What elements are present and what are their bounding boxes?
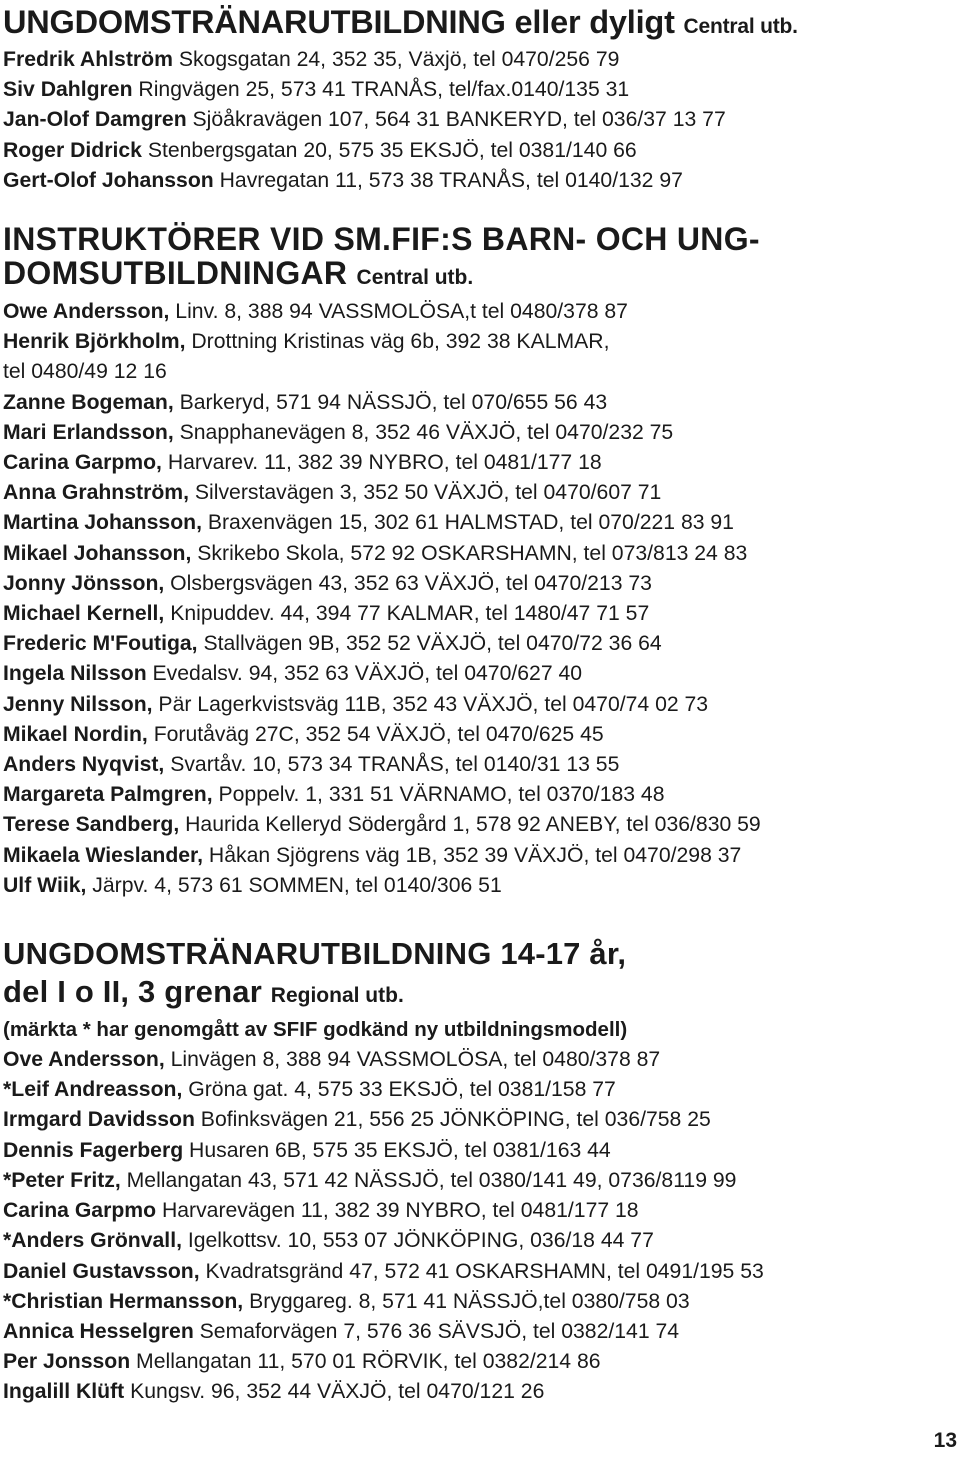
contact-details: Linv. 8, 388 94 VASSMOLÖSA,t tel 0480/378 87: [169, 300, 628, 324]
contact-details: Stenbergsgatan 20, 575 35 EKSJÖ, tel 0381/140 66: [141, 138, 637, 162]
contact-name: Gert-Olof Johansson: [3, 168, 214, 192]
list-item: [3, 388, 953, 418]
list-item: [3, 1045, 953, 1075]
contact-name: Henrik Björkholm,: [3, 330, 186, 354]
list-item: [3, 720, 953, 750]
list-item: [3, 841, 953, 871]
section-title-text: UNGDOMSTRÄNARUTBILDNING eller dyligt: [3, 4, 675, 40]
contact-name: Michael Kernell,: [3, 602, 165, 626]
contact-name: Jenny Nilsson,: [3, 692, 153, 716]
list-item: [3, 1377, 953, 1407]
list-item: [3, 599, 953, 629]
contact-name: Anders Nyqvist,: [3, 753, 165, 777]
list-item: [3, 871, 953, 901]
list-item: [3, 105, 953, 135]
section-subtitle: Central utb.: [683, 15, 798, 38]
page-number: 13: [933, 1429, 957, 1452]
contact-details: Svartåv. 10, 573 34 TRANÅS, tel 0140/31 13 55: [164, 753, 620, 777]
list-item: [3, 1347, 953, 1377]
list-item: [3, 1105, 953, 1135]
contact-name: *Leif Andreasson,: [3, 1078, 183, 1102]
contact-details: Forutåväg 27C, 352 54 VÄXJÖ, tel 0470/625 45: [147, 722, 604, 746]
section-title-line2: [3, 973, 953, 1015]
contact-name: Ingalill Klüft: [3, 1380, 125, 1404]
contact-name: Dennis Fagerberg: [3, 1138, 184, 1162]
list-item: [3, 629, 953, 659]
list-item: [3, 1136, 953, 1166]
section-instruktorer: [3, 222, 953, 901]
contact-name: *Peter Fritz,: [3, 1168, 121, 1192]
contact-details: Braxenvägen 15, 302 61 HALMSTAD, tel 070/221 83 91: [201, 511, 734, 535]
contact-details: Gröna gat. 4, 575 33 EKSJÖ, tel 0381/158 77: [182, 1078, 616, 1102]
list-item: [3, 478, 953, 508]
contact-name: Terese Sandberg,: [3, 813, 180, 837]
contact-list: [3, 297, 953, 901]
contact-details: Husaren 6B, 575 35 EKSJÖ, tel 0381/163 44: [183, 1138, 611, 1162]
contact-details: Kungsv. 96, 352 44 VÄXJÖ, tel 0470/121 26: [124, 1380, 545, 1404]
contact-details: Harvarevägen 11, 382 39 NYBRO, tel 0481/177 18: [156, 1199, 639, 1223]
contact-details: Ringvägen 25, 573 41 TRANÅS, tel/fax.0140/135 31: [132, 78, 630, 102]
contact-name: Mikael Nordin,: [3, 722, 148, 746]
contact-name: Anna Grahnström,: [3, 481, 190, 505]
list-item: [3, 357, 953, 387]
list-item: [3, 1226, 953, 1256]
contact-name: Martina Johansson,: [3, 511, 202, 535]
section-title-text: DOMSUTBILDNINGAR: [3, 255, 348, 292]
list-item: [3, 1317, 953, 1347]
contact-name: Annica Hesselgren: [3, 1319, 194, 1343]
contact-name: Roger Didrick: [3, 138, 142, 162]
contact-details: Mellangatan 11, 570 01 RÖRVIK, tel 0382/214 86: [130, 1350, 601, 1374]
contact-name: Ingela Nilsson: [3, 662, 147, 686]
contact-name: Zanne Bogeman,: [3, 390, 174, 414]
list-item: [3, 418, 953, 448]
contact-details: Bryggareg. 8, 571 41 NÄSSJÖ,tel 0380/758 03: [243, 1289, 690, 1313]
list-item: [3, 659, 953, 689]
contact-details: Harvarev. 11, 382 39 NYBRO, tel 0481/177 18: [161, 451, 602, 475]
contact-details: Silverstavägen 3, 352 50 VÄXJÖ, tel 0470/607 71: [189, 481, 662, 505]
contact-list: [3, 45, 953, 196]
contact-details: Håkan Sjögrens väg 1B, 352 39 VÄXJÖ, tel 0470/298 37: [203, 843, 742, 867]
contact-name: Daniel Gustavsson,: [3, 1259, 200, 1283]
section-title: [3, 4, 953, 45]
list-item: [3, 810, 953, 840]
contact-details: Linvägen 8, 388 94 VASSMOLÖSA, tel 0480/378 87: [164, 1048, 661, 1072]
contact-name: Jonny Jönsson,: [3, 571, 165, 595]
contact-name: Margareta Palmgren,: [3, 783, 213, 807]
list-item: [3, 780, 953, 810]
contact-details: Semaforvägen 7, 576 36 SÄVSJÖ, tel 0382/141 74: [193, 1319, 680, 1343]
contact-details: Mellangatan 43, 571 42 NÄSSJÖ, tel 0380/141 49, 0736/8119 99: [120, 1168, 737, 1192]
contact-details: Bofinksvägen 21, 556 25 JÖNKÖPING, tel 036/758 25: [194, 1108, 711, 1132]
contact-name: Per Jonsson: [3, 1350, 131, 1374]
list-item: [3, 166, 953, 196]
contact-name: *Anders Grönvall,: [3, 1229, 182, 1253]
list-item: [3, 1196, 953, 1226]
contact-list: [3, 1045, 953, 1407]
list-item: [3, 690, 953, 720]
list-item: [3, 45, 953, 75]
contact-details: Olsbergsvägen 43, 352 63 VÄXJÖ, tel 0470/213 73: [164, 571, 652, 595]
list-item: [3, 750, 953, 780]
list-item: [3, 136, 953, 166]
contact-details: Haurida Kelleryd Södergård 1, 578 92 ANEBY, tel 036/830 59: [179, 813, 761, 837]
contact-name: Irmgard Davidsson: [3, 1108, 195, 1132]
document-page: [3, 4, 953, 1408]
contact-name: Ulf Wiik,: [3, 873, 87, 897]
section-title-line2: [3, 256, 953, 295]
contact-details: Pär Lagerkvistsväg 11B, 352 43 VÄXJÖ, tel 0470/74 02 73: [152, 692, 709, 716]
section-ungdomstranarutbildning-central: [3, 4, 953, 196]
contact-name: *Christian Hermansson,: [3, 1289, 244, 1313]
contact-details: Igelkottsv. 10, 553 07 JÖNKÖPING, 036/18 44 77: [181, 1229, 654, 1253]
contact-details: Snapphanevägen 8, 352 46 VÄXJÖ, tel 0470/232 75: [173, 420, 674, 444]
contact-name: Siv Dahlgren: [3, 78, 133, 102]
list-item: [3, 1287, 953, 1317]
list-item: [3, 448, 953, 478]
contact-name: Frederic M'Foutiga,: [3, 632, 198, 656]
contact-name: Fredrik Ahlström: [3, 48, 173, 71]
list-item: [3, 297, 953, 327]
contact-details: Drottning Kristinas väg 6b, 392 38 KALMAR,: [185, 330, 610, 354]
contact-details: Sjöåkravägen 107, 564 31 BANKERYD, tel 036/37 13 77: [186, 108, 726, 132]
contact-details: Havregatan 11, 573 38 TRANÅS, tel 0140/132 97: [213, 168, 683, 192]
contact-details: Skogsgatan 24, 352 35, Växjö, tel 0470/256 79: [172, 48, 620, 71]
list-item: [3, 539, 953, 569]
contact-details: Barkeryd, 571 94 NÄSSJÖ, tel 070/655 56 43: [173, 390, 608, 414]
section-ungdomstranarutbildning-regional: [3, 935, 953, 1407]
list-item: [3, 1257, 953, 1287]
contact-details: Kvadratsgränd 47, 572 41 OSKARSHAMN, tel 0491/195 53: [199, 1259, 764, 1283]
contact-name: Mikaela Wieslander,: [3, 843, 204, 867]
section-title-line1: UNGDOMSTRÄNARUTBILDNING 14-17 år,: [3, 936, 627, 972]
contact-name: Carina Garpmo,: [3, 451, 162, 475]
contact-details: Evedalsv. 94, 352 63 VÄXJÖ, tel 0470/627 40: [146, 662, 583, 686]
contact-name: Mari Erlandsson,: [3, 420, 174, 444]
list-item: [3, 75, 953, 105]
contact-details: Järpv. 4, 573 61 SOMMEN, tel 0140/306 51: [86, 873, 502, 897]
list-item: [3, 508, 953, 538]
contact-name: Mikael Johansson,: [3, 541, 192, 565]
contact-name: Carina Garpmo: [3, 1199, 157, 1223]
list-item: [3, 1075, 953, 1105]
contact-details: Skrikebo Skola, 572 92 OSKARSHAMN, tel 073/813 24 83: [191, 541, 748, 565]
contact-name: Ove Andersson,: [3, 1048, 165, 1072]
section-subtitle: Regional utb.: [270, 984, 404, 1008]
contact-details: tel 0480/49 12 16: [3, 360, 167, 384]
list-item: [3, 569, 953, 599]
list-item: [3, 327, 953, 357]
section-title-text: del I o II, 3 grenar: [3, 974, 262, 1010]
list-item: [3, 1166, 953, 1196]
section-subtitle: Central utb.: [356, 266, 474, 290]
contact-name: Owe Andersson,: [3, 300, 170, 324]
section-note: (märkta * har genomgått av SFIF godkänd ny utbildningsmodell): [3, 1018, 628, 1042]
contact-name: Jan-Olof Damgren: [3, 108, 187, 132]
contact-details: Stallvägen 9B, 352 52 VÄXJÖ, tel 0470/72 36 64: [197, 632, 662, 656]
section-title-line1: INSTRUKTÖRER VID SM.FIF:S BARN- OCH UNG-: [3, 221, 760, 258]
contact-details: Knipuddev. 44, 394 77 KALMAR, tel 1480/47 71 57: [164, 602, 650, 626]
contact-details: Poppelv. 1, 331 51 VÄRNAMO, tel 0370/183 48: [212, 783, 665, 807]
